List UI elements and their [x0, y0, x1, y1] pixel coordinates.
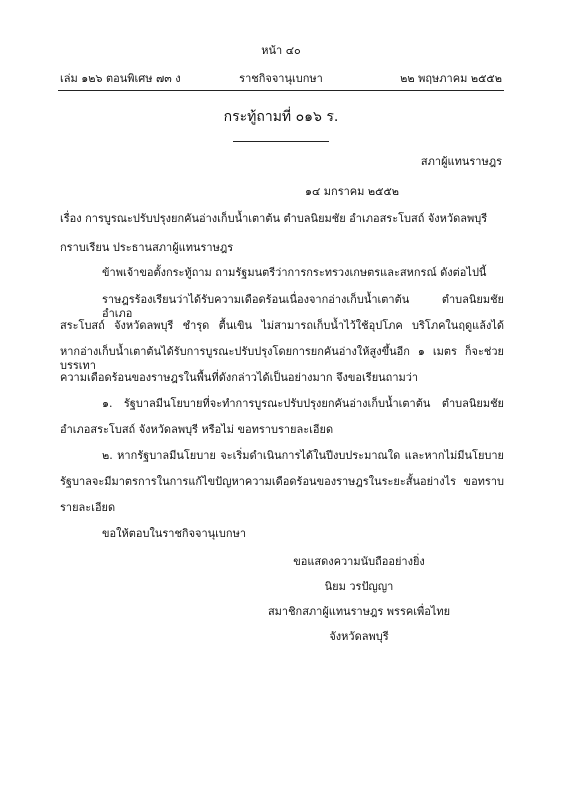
question-2-line: ๒. หากรัฐบาลมีนโยบาย จะเริ่มดำเนินการได้ในปีงบประมาณใด และหากไม่มีนโยบาย — [102, 449, 504, 462]
salutation: กราบเรียน ประธานสภาผู้แทนราษฎร — [60, 241, 234, 254]
document-date: ๑๔ มกราคม ๒๕๕๒ — [305, 185, 400, 198]
recipient-org: สภาผู้แทนราษฎร — [420, 155, 502, 168]
paragraph-line: สระโบสถ์ จังหวัดลพบุรี ชำรุด ตื้นเขิน ไม่สามารถเก็บน้ำไว้ใช้อุปโภค บริโภคในฤดูแล้งได้ — [60, 319, 504, 332]
closing-request: ขอให้ตอบในราชกิจจานุเบกษา — [102, 527, 246, 540]
paragraph-line: ราษฎรร้องเรียนว่าได้รับความเดือดร้อนเนื่องจากอ่างเก็บน้ำเตาต้น ตำบลนิยมชัย อำเภอ — [102, 293, 504, 320]
signatory-position: สมาชิกสภาผู้แทนราษฎร พรรคเพื่อไทย — [267, 605, 451, 618]
header-rule — [58, 90, 504, 91]
gazette-name: ราชกิจจานุเบกษา — [239, 72, 323, 85]
gazette-volume: เล่ม ๑๒๖ ตอนพิเศษ ๗๓ ง — [60, 72, 181, 85]
gazette-date: ๒๒ พฤษภาคม ๒๕๕๒ — [400, 72, 502, 85]
signatory-province: จังหวัดลพบุรี — [329, 630, 389, 643]
question-1-line: ๑. รัฐบาลมีนโยบายที่จะทำการบูรณะปรับปรุงยกคันอ่างเก็บน้ำเตาต้น ตำบลนิยมชัย — [102, 397, 504, 410]
question-2-line: รายละเอียด — [60, 501, 116, 514]
question-1-line: อำเภอสระโบสถ์ จังหวัดลพบุรี หรือไม่ ขอทราบรายละเอียด — [60, 423, 334, 436]
title-underline — [233, 141, 329, 142]
subject: เรื่อง การบูรณะปรับปรุงยกคันอ่างเก็บน้ำเตาต้น ตำบลนิยมชัย อำเภอสระโบสถ์ จังหวัดลพบุรี — [60, 212, 488, 225]
body-intro: ข้าพเจ้าขอตั้งกระทู้ถาม ถามรัฐมนตรีว่าการกระทรวงเกษตรและสหกรณ์ ดังต่อไปนี้ — [102, 266, 487, 279]
paragraph-line: ความเดือดร้อนของราษฎรในพื้นที่ดังกล่าวได้เป็นอย่างมาก จึงขอเรียนถามว่า — [60, 371, 419, 384]
document-title: กระทู้ถามที่ ๐๑๖ ร. — [223, 109, 339, 125]
signatory-name: นิยม วรปัญญา — [324, 580, 394, 593]
page-number: หน้า ๔๐ — [261, 44, 301, 57]
paragraph-line: หากอ่างเก็บน้ำเตาต้นได้รับการบูรณะปรับปรุงโดยการยกคันอ่างให้สูงขึ้นอีก ๑ เมตร ก็จะช่วยบรรเทา — [60, 345, 504, 372]
question-2-line: รัฐบาลจะมีมาตรการในการแก้ไขปัญหาความเดือดร้อนของราษฎรในระยะสั้นอย่างไร ขอทราบ — [60, 475, 504, 488]
signature-regards: ขอแสดงความนับถืออย่างยิ่ง — [293, 555, 425, 568]
